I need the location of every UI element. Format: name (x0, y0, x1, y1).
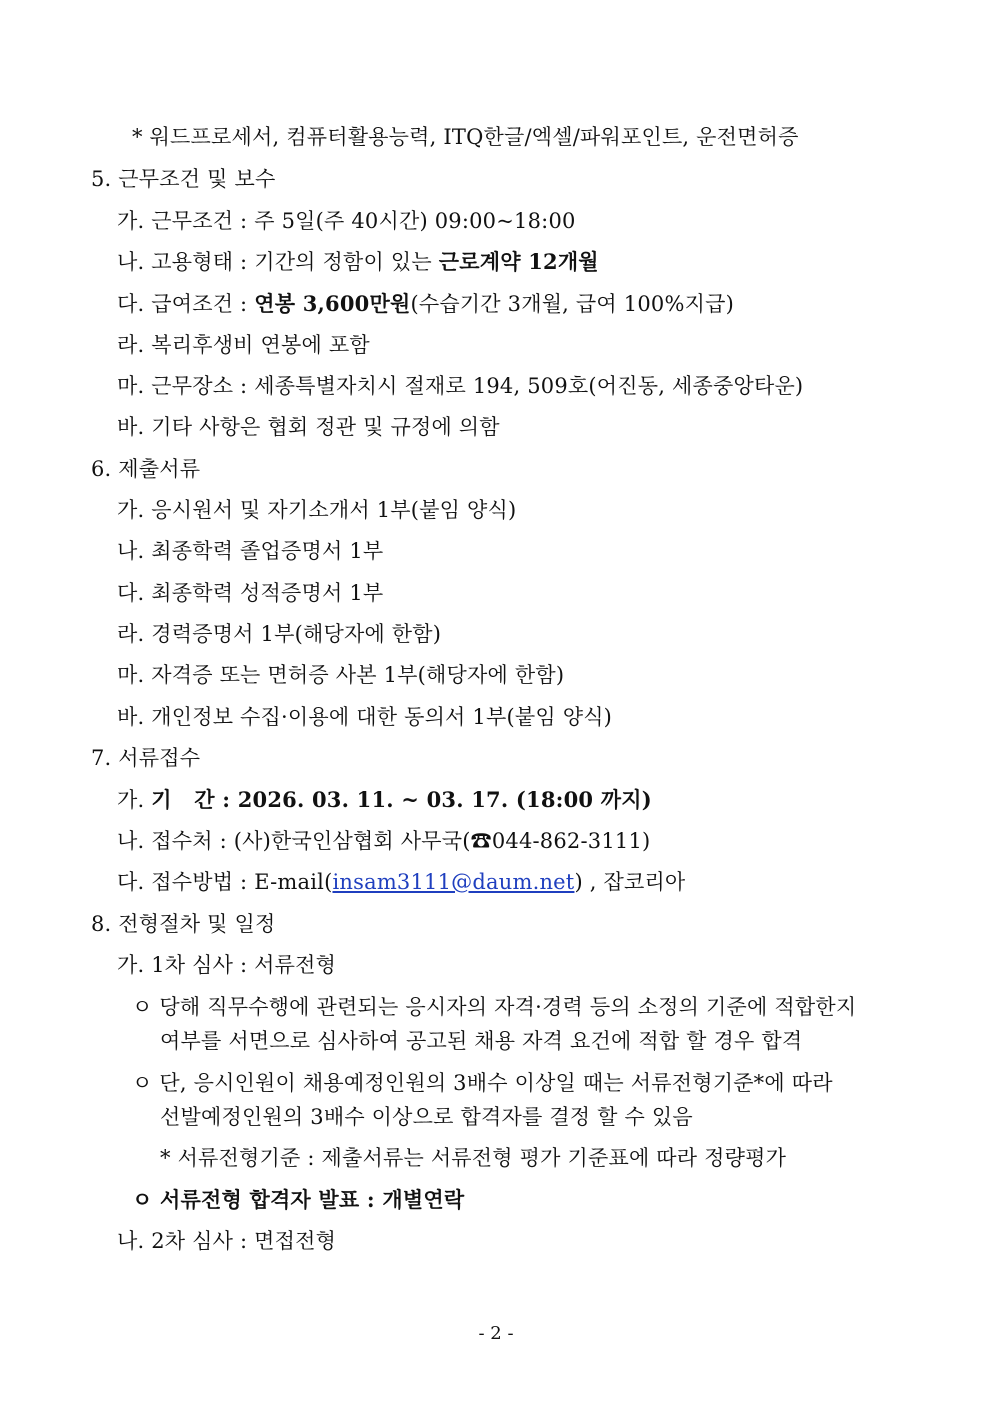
s7-item-a (117, 786, 652, 814)
section-8-heading: 8. 전형절차 및 일정 (91, 912, 276, 936)
s8-note: * 서류전형기준 : 제출서류는 서류전형 평가 기준표에 따라 정량평가 (160, 1146, 787, 1170)
s6-item-a: 가. 응시원서 및 자기소개서 1부(붙임 양식) (117, 498, 517, 522)
s5-item-d: 라. 복리후생비 연봉에 포함 (117, 333, 370, 357)
s6-item-f: 바. 개인정보 수집·이용에 대한 동의서 1부(붙임 양식) (117, 705, 613, 729)
s5-item-c (117, 290, 734, 318)
s5-item-b-text: 나. 고용형태 : 기간의 정함이 있는 (117, 250, 439, 274)
s5-item-b-bold: 근로계약 12개월 (438, 249, 599, 274)
s5-item-c-text: 다. 급여조건 : (117, 292, 255, 316)
s8-item-a: 가. 1차 심사 : 서류전형 (117, 953, 337, 977)
s6-item-b: 나. 최종학력 졸업증명서 1부 (117, 539, 384, 563)
s5-item-e: 마. 근무장소 : 세종특별자치시 절재로 194, 509호(어진동, 세종중앙타운) (117, 374, 804, 398)
s7-item-c-post: ) , 잡코리아 (574, 870, 686, 894)
s7-item-a-marker: 가. (117, 788, 152, 812)
s5-item-a: 가. 근무조건 : 주 5일(주 40시간) 09:00~18:00 (117, 209, 576, 233)
section-6-heading: 6. 제출서류 (91, 457, 201, 481)
page-number: - 2 - (478, 1323, 514, 1344)
email-link[interactable]: insam3111@daum.net (332, 870, 575, 894)
s7-period: 기 간 : 2026. 03. 11. ~ 03. 17. (18:00 까지) (151, 787, 652, 812)
s8-bullet-1-line-1: ㅇ 당해 직무수행에 관련되는 응시자의 자격·경력 등의 소정의 기준에 적합한지 (132, 995, 857, 1019)
s5-item-c-bold: 연봉 3,600만원 (254, 291, 411, 316)
s5-item-c-post: (수습기간 3개월, 급여 100%지급) (410, 292, 734, 316)
s6-item-d: 라. 경력증명서 1부(해당자에 한함) (117, 622, 442, 646)
s7-item-c (117, 868, 685, 896)
s8-item-b: 나. 2차 심사 : 면접전형 (117, 1229, 337, 1253)
certificate-note: * 워드프로세서, 컴퓨터활용능력, ITQ한글/엑셀/파워포인트, 운전면허증 (132, 125, 799, 149)
s5-item-f: 바. 기타 사항은 협회 정관 및 규정에 의함 (117, 415, 500, 439)
s8-bullet-1-line-2: 여부를 서면으로 심사하여 공고된 채용 자격 요건에 적합 할 경우 합격 (160, 1029, 803, 1053)
s7-item-c-text: 다. 접수방법 : E-mail( (117, 870, 333, 894)
section-7-heading: 7. 서류접수 (91, 746, 201, 770)
s7-item-b: 나. 접수처 : (사)한국인삼협회 사무국(☎044-862-3111) (117, 829, 651, 853)
s8-bullet-3: ㅇ 서류전형 합격자 발표 : 개별연락 (132, 1187, 465, 1212)
s5-item-b (117, 248, 599, 276)
section-5-heading: 5. 근무조건 및 보수 (91, 167, 276, 191)
s8-bullet-2-line-1: ㅇ 단, 응시인원이 채용예정인원의 3배수 이상일 때는 서류전형기준*에 따라 (132, 1071, 833, 1095)
s8-bullet-2-line-2: 선발예정인원의 3배수 이상으로 합격자를 결정 할 수 있음 (160, 1105, 693, 1129)
s6-item-c: 다. 최종학력 성적증명서 1부 (117, 581, 384, 605)
s6-item-e: 마. 자격증 또는 면허증 사본 1부(해당자에 한함) (117, 663, 565, 687)
